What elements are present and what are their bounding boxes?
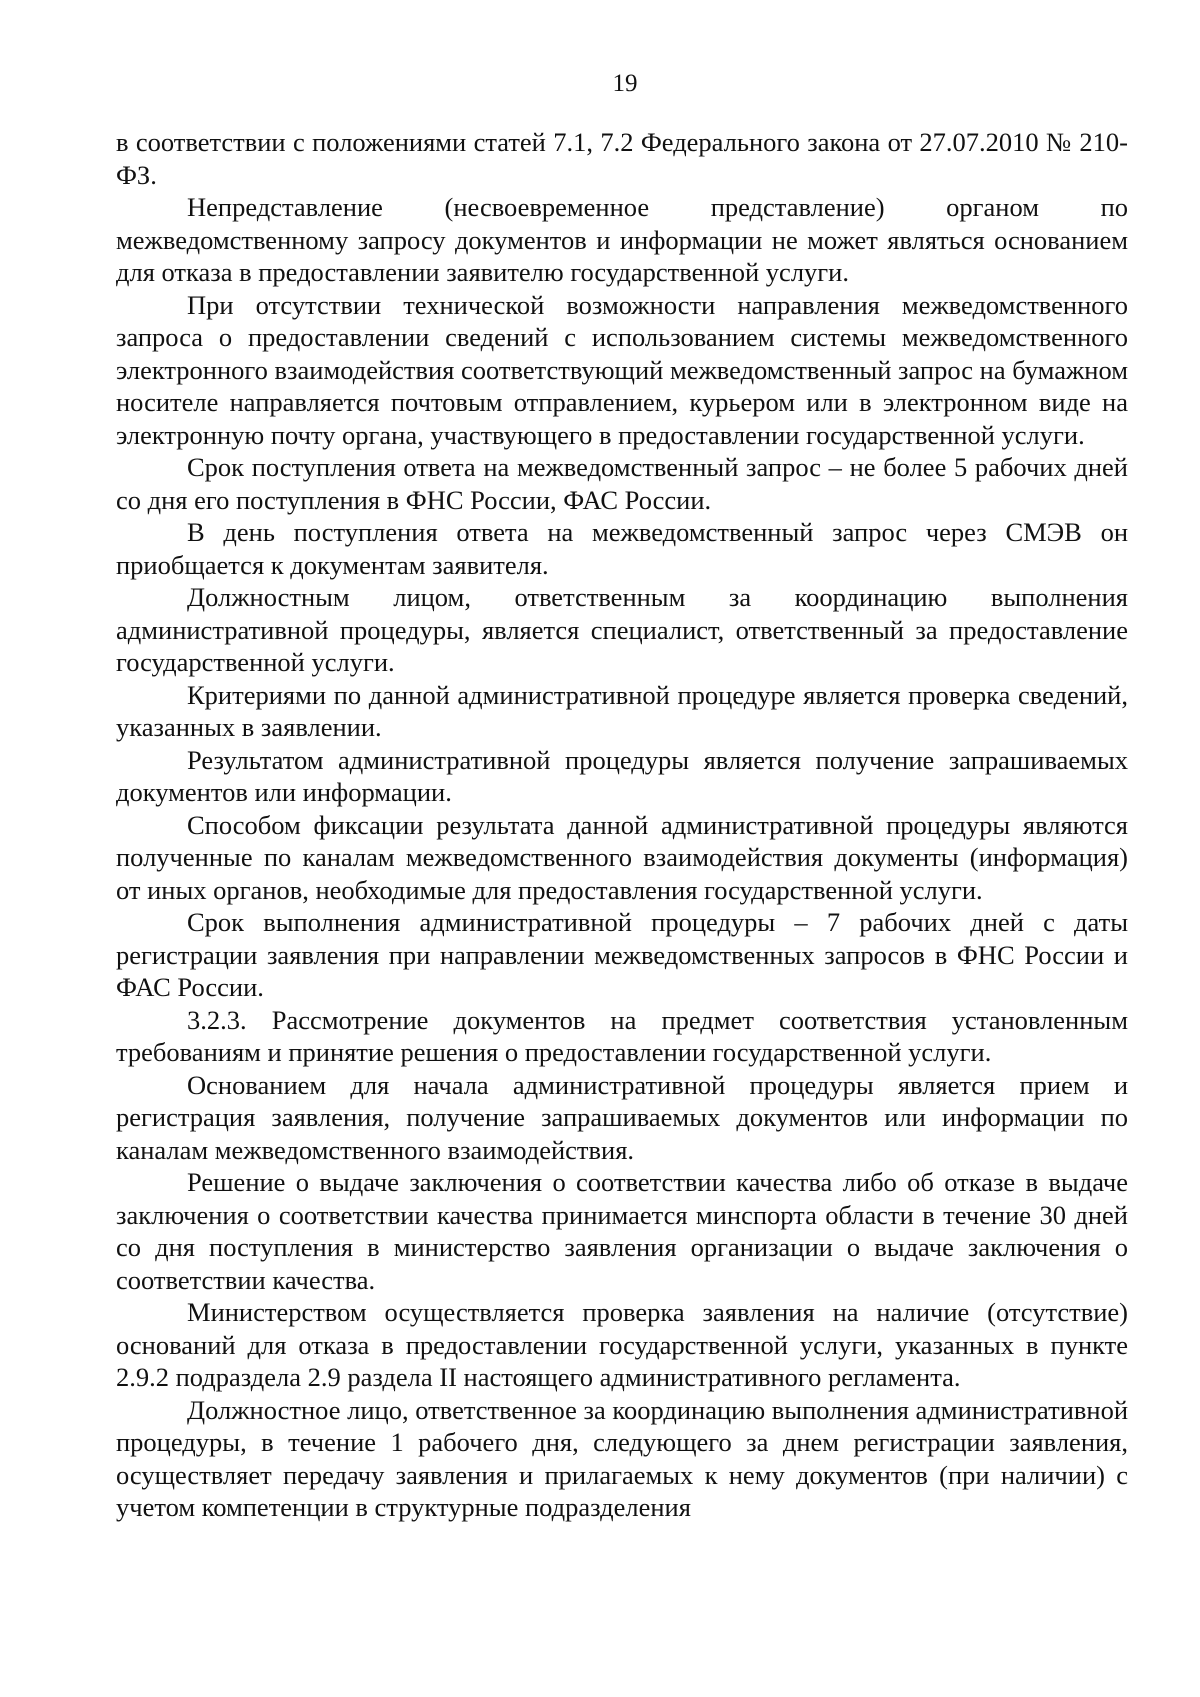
paragraph: в соответствии с положениями статей 7.1, 7.2 Федерального закона от 27.07.2010 № 210-ФЗ. (116, 127, 1128, 190)
paragraph: Должностное лицо, ответственное за координацию выполнения административной процедуры, в течение 1 рабочего дня, следующего за днем регистрации заявления, осуществляет передачу заявления и прилагаемых к нему документов (при наличии) с учетом компетенции в структурные подразделения (116, 1394, 1128, 1522)
paragraph: Министерством осуществляется проверка заявления на наличие (отсутствие) оснований для отказа в предоставлении государственной услуги, указанных в пункте 2.9.2 подраздела 2.9 раздела II настоящего административного регламента. (116, 1297, 1128, 1392)
paragraph: Решение о выдаче заключения о соответствии качества либо об отказе в выдаче заключения о соответствии качества принимается минспорта области в течение 30 дней со дня поступления в министерство заявления организации о выдаче заключения о соответствии качества. (116, 1167, 1128, 1295)
paragraph: Способом фиксации результата данной административной процедуры являются полученные по каналам межведомственного взаимодействия документы (информация) от иных органов, необходимые для предоставления государственной услуги. (116, 809, 1128, 905)
paragraph: Непредставление (несвоевременное представление) органом по межведомственному запросу документов и информации не может являться основанием для отказа в предоставлении заявителю государственной услуги. (116, 192, 1128, 287)
paragraph: Критериями по данной административной процедуре является проверка сведений, указанных в заявлении. (116, 679, 1128, 742)
paragraph: Основанием для начала административной процедуры является прием и регистрация заявления, получение запрашиваемых документов или информации по каналам межведомственного взаимодействия. (116, 1069, 1128, 1165)
section-heading-paragraph: 3.2.3. Рассмотрение документов на предмет соответствия установленным требованиям и принятие решения о предоставлении государственной услуги. (116, 1004, 1128, 1067)
page-number: 19 (612, 70, 638, 97)
paragraph: Должностным лицом, ответственным за координацию выполнения административной процедуры, является специалист, ответственный за предоставление государственной услуги. (116, 582, 1128, 677)
document-body (116, 126, 1128, 1524)
paragraph: При отсутствии технической возможности направления межведомственного запроса о предоставлении сведений с использованием системы межведомственного электронного взаимодействия соответствующий межведомственный запрос на бумажном носителе направляется почтовым отправлением, курьером или в электронном виде на электронную почту органа, участвующего в предоставлении государственной услуги. (116, 289, 1128, 450)
paragraph: Срок поступления ответа на межведомственный запрос – не более 5 рабочих дней со дня его поступления в ФНС России, ФАС России. (116, 452, 1128, 515)
paragraph: Срок выполнения административной процедуры – 7 рабочих дней с даты регистрации заявления при направлении межведомственных запросов в ФНС России и ФАС России. (116, 907, 1128, 1002)
paragraph: Результатом административной процедуры является получение запрашиваемых документов или информации. (116, 744, 1128, 807)
paragraph: В день поступления ответа на межведомственный запрос через СМЭВ он приобщается к документам заявителя. (116, 517, 1128, 580)
